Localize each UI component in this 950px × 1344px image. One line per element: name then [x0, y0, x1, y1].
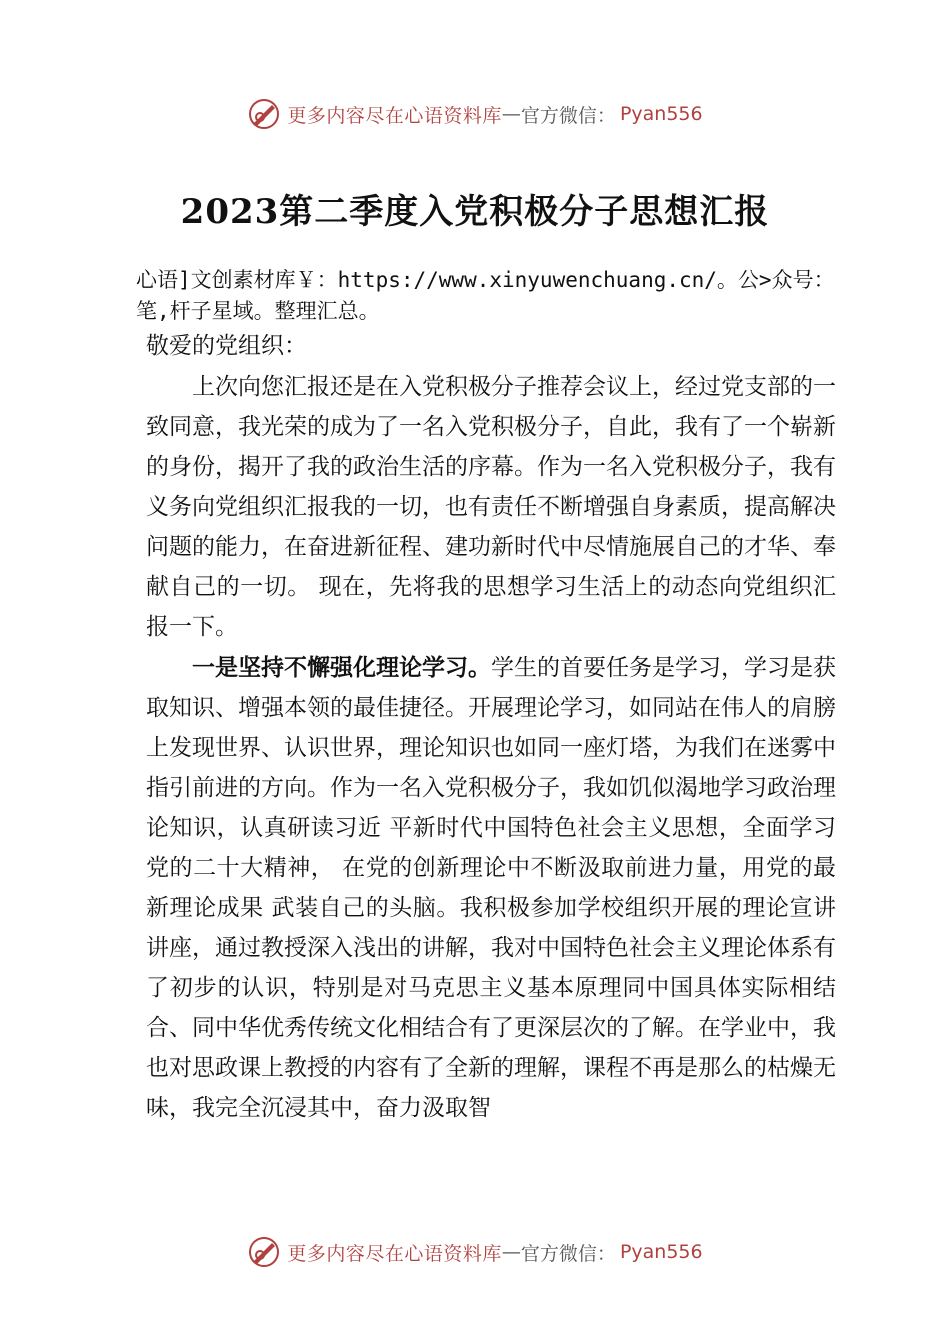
watermark-wechat-id: Pyan556: [619, 1241, 703, 1263]
footer-watermark: [0, 1232, 950, 1272]
header-watermark: [0, 94, 950, 134]
paragraph-theory-study: [146, 648, 836, 1128]
paragraph-lead-heading: 一是坚持不懈强化理论学习。: [192, 655, 491, 681]
watermark-brand: 更多内容尽在心语资料库: [287, 1242, 502, 1265]
watermark-wechat-id: Pyan556: [619, 103, 703, 125]
paragraph-intro: 上次向您汇报还是在入党积极分子推荐会议上，经过党支部的一致同意，我光荣的成为了一名入党积极分子，自此，我有了一个崭新的身份，揭开了我的政治生活的序幕。作为一名入党积极分子，我有义务向党组织汇报我的一切，也有责任不断增强自身素质，提高解决问题的能力，在奋进新征程、建功新时代中尽情施展自己的才华、奉献自己的一切。 现在，先将我的思想学习生活上的动态向党组织汇报一下。: [146, 374, 836, 640]
watermark-channel: 官方微信：: [520, 1242, 616, 1265]
salutation: 敬爱的党组织：: [146, 333, 307, 359]
document-title: 2023第二季度入党积极分子思想汇报: [180, 192, 770, 232]
brush-logo-icon: [247, 1235, 281, 1269]
watermark-dash: —: [501, 1241, 521, 1263]
watermark-brand: 更多内容尽在心语资料库: [287, 104, 502, 127]
watermark-dash: —: [501, 103, 521, 125]
source-line: 心语]文创素材库￥：https://www.xinyuwenchuang.cn/。公>众号：笔,杆子星域。整理汇总。: [136, 268, 835, 323]
paragraph-body: 学生的首要任务是学习，学习是获取知识、增强本领的最佳捷径。开展理论学习，如同站在伟人的肩膀上发现世界、认识世界，理论知识也如同一座灯塔，为我们在迷雾中指引前进的方向。作为一名入党积极分子，我如饥似渴地学习政治理论知识，认真研读习近 平新时代中国特色社会主义思想，全面学习党的二十大精神， 在党的创新理论中不断汲取前进力量，用党的最新理论成果 武装自己的头脑。我积极参加学校组织开展的理论宣讲讲座，通过教授深入浅出的讲解，我对中国特色社会主义理论体系有了初步的认识，特别是对马克思主义基本原理同中国具体实际相结合、同中华优秀传统文化相结合有了更深层次的了解。在学业中，我也对思政课上教授的内容有了全新的理解，课程不再是那么的枯燥无味，我完全沉浸其中，奋力汲取智: [146, 655, 836, 1121]
watermark-channel: 官方微信：: [520, 104, 616, 127]
brush-logo-icon: [247, 97, 281, 131]
